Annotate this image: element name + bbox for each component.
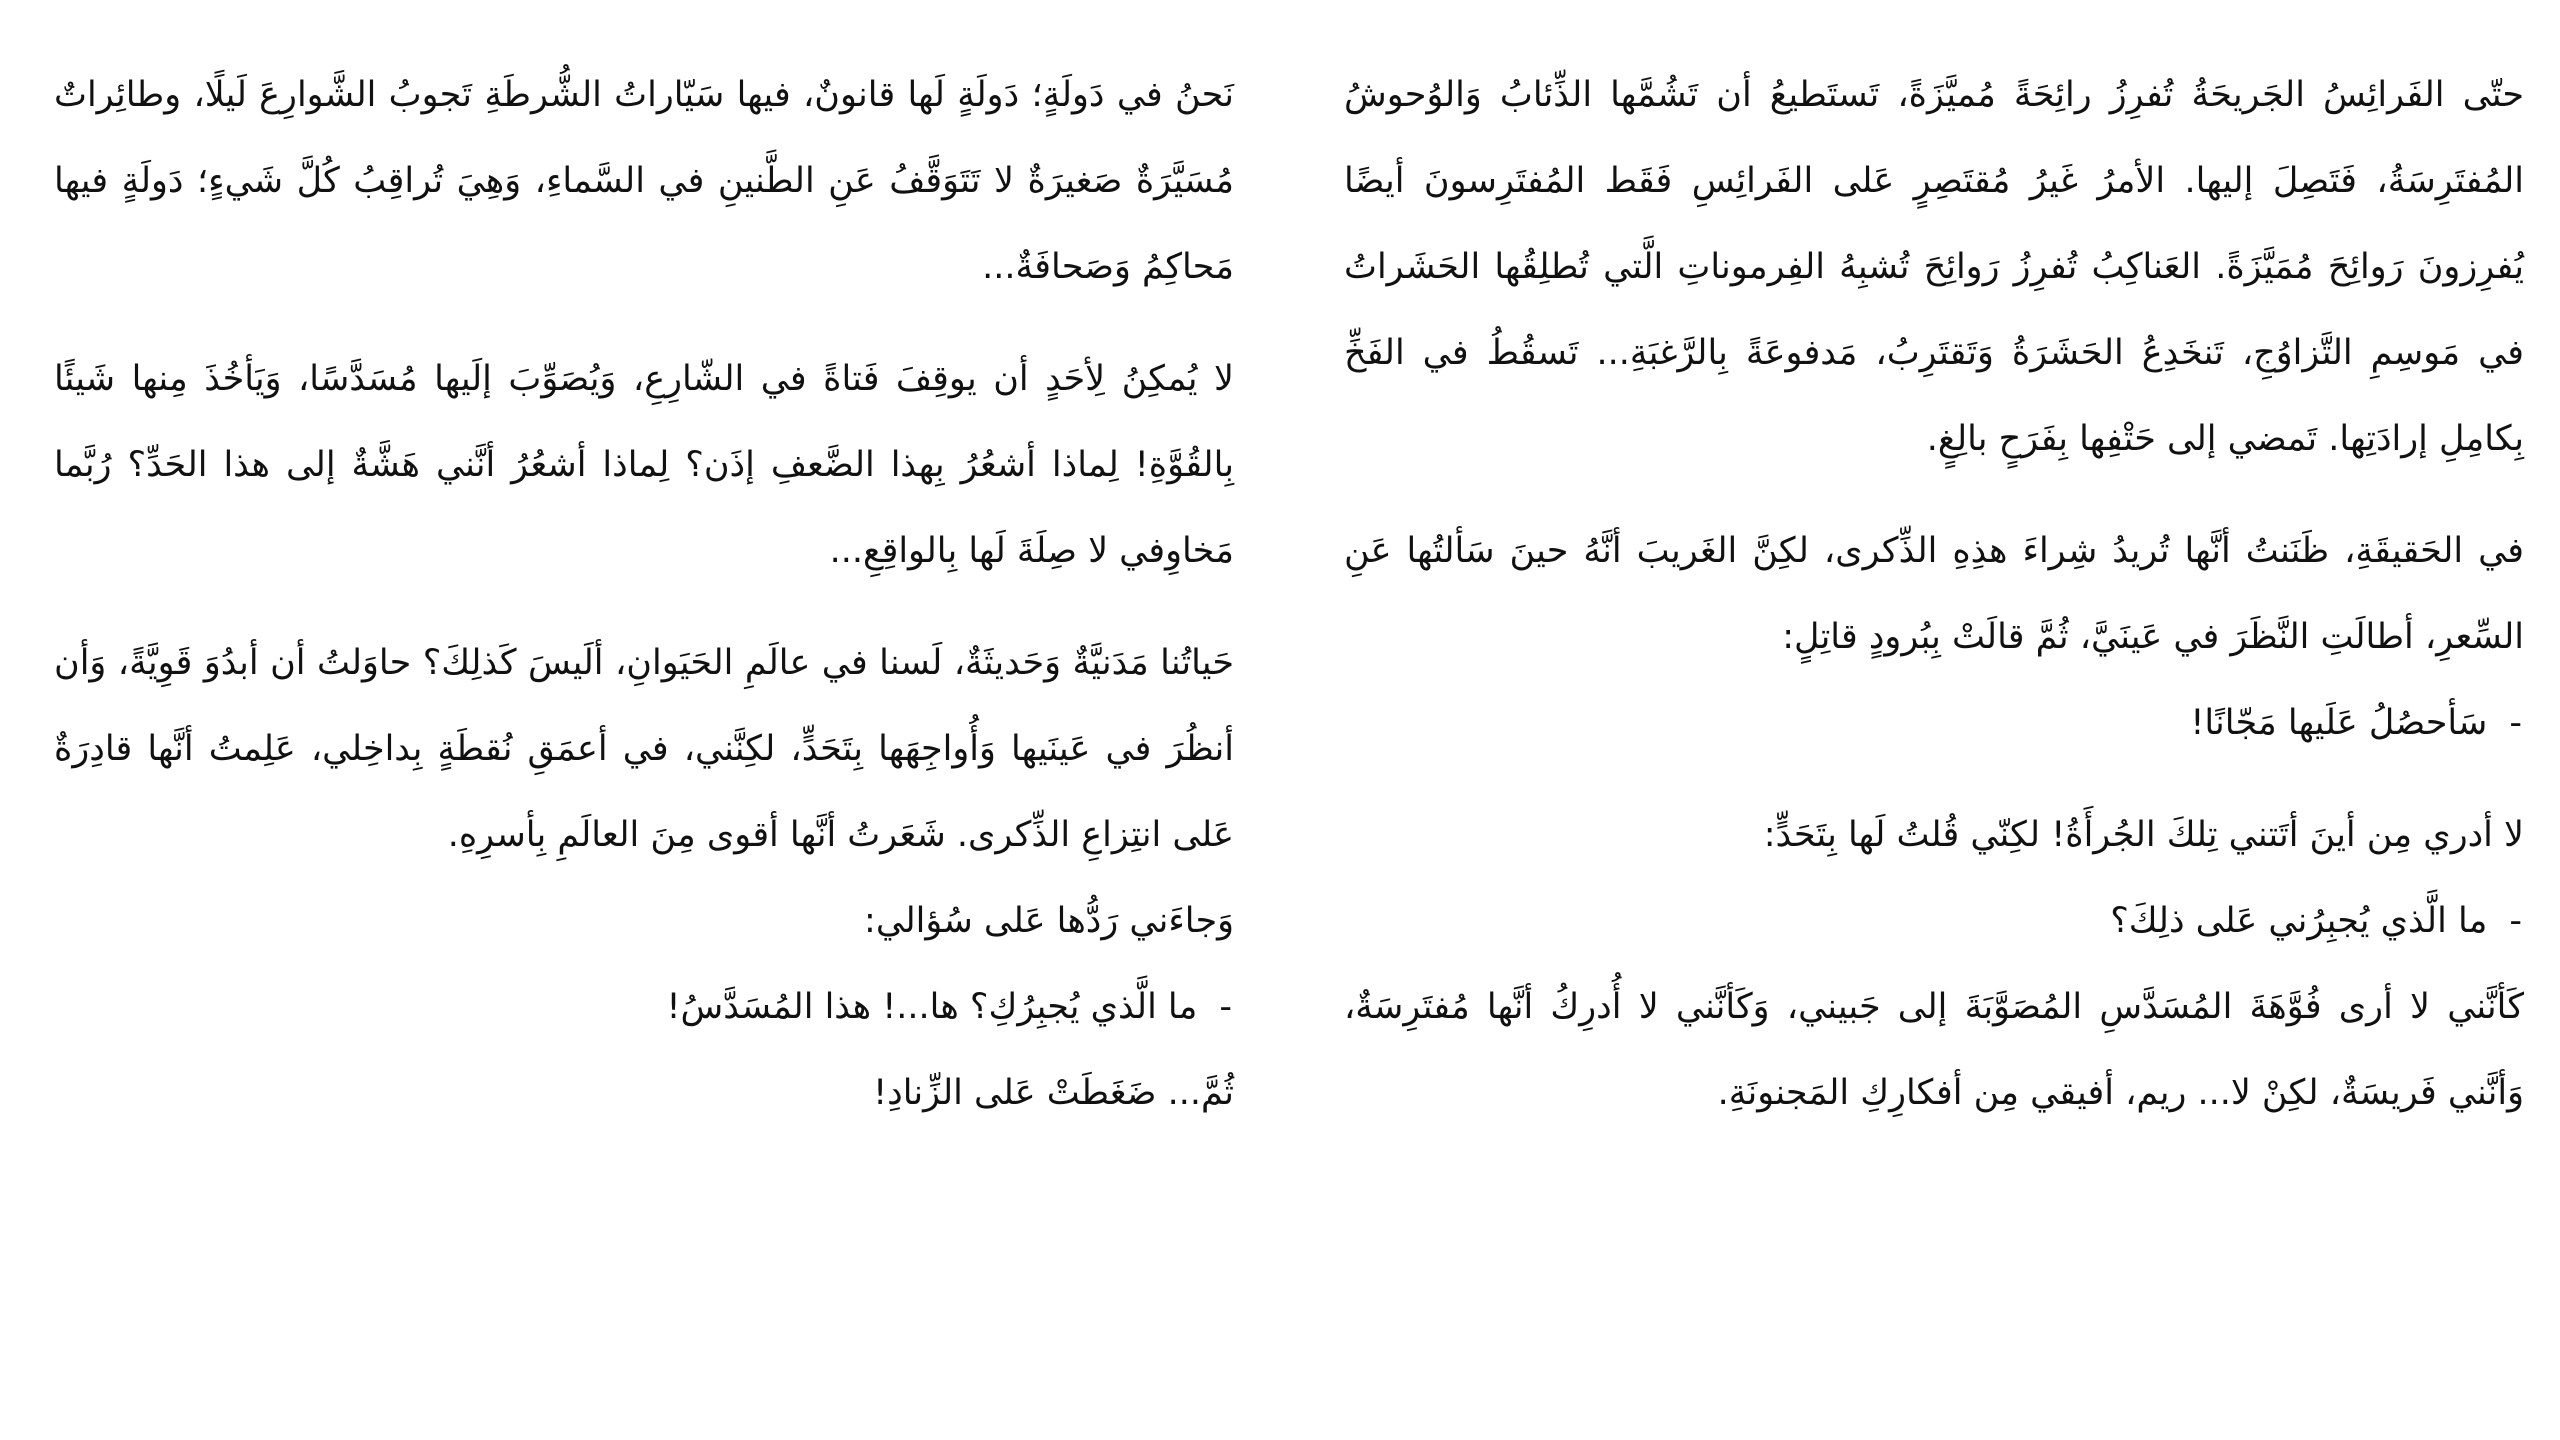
paragraph: وَجاءَني رَدُّها عَلى سُؤالي: (864, 901, 1234, 941)
paragraph: كَأنَّني لا أرى فُوَّهَةَ المُسَدَّسِ المُصَوَّبَةَ إلى جَبيني، وَكَأنَّني لا أُدرِكُ أنَّها مُفتَرِسَةٌ، وَأنَّني فَريسَةٌ، لكِنْ لا... ريم، أفيقي مِن أفكارِكِ المَجنونَةِ. (1344, 987, 2524, 1113)
dialogue-text: ما الَّذي يُجبِرُكِ؟ ها...! هذا المُسَدَّسُ! (666, 987, 1198, 1027)
paragraph: في الحَقيقَةِ، ظَنَنتُ أنَّها تُريدُ شِراءَ هذِهِ الذِّكرى، لكِنَّ الغَريبَ أنَّهُ حينَ سَألتُها عَنِ السِّعرِ، أطالَتِ النَّظَرَ في عَينَيَّ، ثُمَّ قالَتْ بِبُرودٍ قاتِلٍ: (1344, 531, 2524, 657)
dialogue-dash: - (2509, 703, 2522, 743)
dialogue-dash: - (1219, 987, 1232, 1027)
paragraph: نَحنُ في دَولَةٍ؛ دَولَةٍ لَها قانونٌ، فيها سَيّاراتُ الشُّرطَةِ تَجوبُ الشَّوارِعَ لَيلًا، وطائِراتٌ مُسَيَّرَةٌ صَغيرَةٌ لا تَتَوَقَّفُ عَنِ الطَّنينِ في السَّماءِ، وَهِيَ تُراقِبُ كُلَّ شَيءٍ؛ دَولَةٍ فيها مَحاكِمُ وَصَحافَةٌ... (54, 75, 1234, 287)
paragraph: لا أدري مِن أينَ أتَتني تِلكَ الجُرأَةُ! لكِنّي قُلتُ لَها بِتَحَدٍّ: (1763, 815, 2524, 855)
right-page-column (1344, 52, 2524, 1136)
dialogue-text: سَأحصُلُ عَلَيها مَجّانًا! (2190, 703, 2488, 743)
left-page-column (54, 52, 1234, 1136)
paragraph: لا يُمكِنُ لِأحَدٍ أن يوقِفَ فَتاةً في الشّارِعِ، وَيُصَوِّبَ إلَيها مُسَدَّسًا، وَيَأخُذَ مِنها شَيئًا بِالقُوَّةِ! لِماذا أشعُرُ بِهذا الضَّعفِ إذَن؟ لِماذا أشعُرُ أنَّني هَشَّةٌ إلى هذا الحَدِّ؟ رُبَّما مَخاوِفي لا صِلَةَ لَها بِالواقِعِ... (54, 359, 1234, 571)
dialogue-line (54, 964, 1234, 1050)
dialogue-line (1344, 878, 2524, 964)
paragraph: حَياتُنا مَدَنيَّةٌ وَحَديثَةٌ، لَسنا في عالَمِ الحَيَوانِ، ألَيسَ كَذلِكَ؟ حاوَلتُ أن أبدُوَ قَوِيَّةً، وَأن أنظُرَ في عَينَيها وَأُواجِهَها بِتَحَدٍّ، لكِنَّني، في أعمَقِ نُقطَةٍ بِداخِلي، عَلِمتُ أنَّها قادِرَةٌ عَلى انتِزاعِ الذِّكرى. شَعَرتُ أنَّها أقوى مِنَ العالَمِ بِأسرِهِ. (54, 643, 1234, 855)
dialogue-dash: - (2509, 901, 2522, 941)
paragraph: حتّى الفَرائِسُ الجَريحَةُ تُفرِزُ رائِحَةً مُميَّزَةً، تَستَطيعُ أن تَشُمَّها الذِّئابُ وَالوُحوشُ المُفتَرِسَةُ، فَتَصِلَ إليها. الأمرُ غَيرُ مُقتَصِرٍ عَلى الفَرائِسِ فَقَط المُفتَرِسونَ أيضًا يُفرِزونَ رَوائِحَ مُمَيَّزَةً. العَناكِبُ تُفرِزُ رَوائِحَ تُشبِهُ الفِرموناتِ الَّتي تُطلِقُها الحَشَراتُ في مَوسِمِ التَّزاوُجِ، تَنخَدِعُ الحَشَرَةُ وَتَقتَرِبُ، مَدفوعَةً بِالرَّغبَةِ... تَسقُطُ في الفَخِّ بِكامِلِ إرادَتِها. تَمضي إلى حَتْفِها بِفَرَحٍ بالِغٍ. (1344, 75, 2524, 459)
paragraph: ثُمَّ... ضَغَطَتْ عَلى الزِّنادِ! (873, 1073, 1234, 1113)
book-spread (0, 52, 2560, 1412)
dialogue-line (1344, 680, 2524, 766)
dialogue-text: ما الَّذي يُجبِرُني عَلى ذلِكَ؟ (2110, 901, 2488, 941)
